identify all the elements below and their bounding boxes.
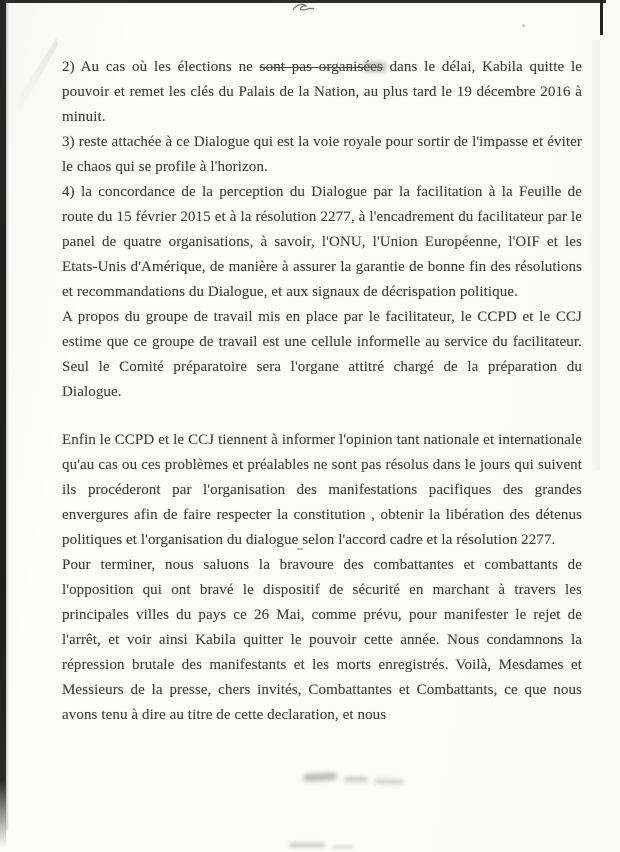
paragraph-point-4: 4) la concordance de la perception du Dialogue par la facilitation à la Feuille de route du 15 février 2015 et à la résolution 2277, à l'encadrement du facilitateur par le panel de quatre organisations, à savoir, l'ONU, l'Union Européenne, l'OIF et les Etats-Unis d'Amérique, de manière à assurer la garantie de bonne fin des résolutions et recommandations du Dialogue, et aux signaux de décrispation politique. <box>62 184 582 300</box>
erased-signature-smudge-icon <box>374 778 404 784</box>
scan-border-left-shadow-icon <box>6 0 9 830</box>
paragraph-working-group: A propos du groupe de travail mis en place par le facilitateur, le CCPD et le CCJ estime que ce groupe de travail est une cellule informelle au service du facilitateur. Seul le Comité préparatoire sera l'organe attitré chargé de la préparation du Dialogue. <box>62 309 582 400</box>
paragraph-warning: Enfin le CCPD et le CCJ tiennent à informer l'opinion tant nationale et internationale qu'au cas ou ces problèmes et préalables ne sont pas résolus dans le jours qui suivent ils procéderont par l'organisation des manifestations pacifiques des grandes envergures afin de faire respecter la constitution , obtenir la libération des détenus politiques et l'organisation du dialogue selon l'accord cadre et la résolution 2277. <box>62 432 582 548</box>
scan-border-right-icon <box>600 0 603 35</box>
bottom-smudge-icon <box>289 842 325 848</box>
scan-border-top-icon <box>4 0 606 3</box>
page-edge-shadow-icon <box>590 40 600 470</box>
erased-signature-smudge-icon <box>344 777 368 782</box>
struck-through-text: sont pas organisées <box>259 59 383 75</box>
dust-speck-icon <box>522 24 525 27</box>
bottom-smudge-icon <box>332 845 354 849</box>
paragraph-closing: Pour terminer, nous saluons la bravoure des combattantes et combattants de l'opposition qui ont bravé le dispositif de sécurité en marchant à travers les principales villes du pays ce 26 Mai, comme prévu, pour manifester le rejet de l'arrêt, et voir ainsi Kabila quitter le pouvoir cette année. Nous condamnons la répression brutale des manifestants et les morts enregistrés. Voilà, Mesdames et Messieurs de la presse, chers invités, Combattantes et Combattants, ce que nous avons tenu à dire au titre de cette declaration, et nous <box>62 557 582 723</box>
paragraph-point-3: 3) reste attachée à ce Dialogue qui est la voie royale pour sortir de l'impasse et éviter le chaos qui se profile à l'horizon. <box>62 134 582 175</box>
paragraph-point-2 <box>62 55 582 130</box>
paragraph-point-2-text-continued: dans le délai, Kabila quitte le pouvoir et remet les clés du Palais de la Nation, au plus tard le 19 décembre 2016 à minuit. <box>62 59 582 125</box>
pen-squiggle-top-icon <box>290 1 318 15</box>
fold-crease-icon <box>13 38 58 116</box>
document-body <box>62 55 582 728</box>
paragraph-point-2-text: 2) Au cas où les élections ne <box>62 59 260 75</box>
erased-signature-smudge-icon <box>303 772 337 782</box>
